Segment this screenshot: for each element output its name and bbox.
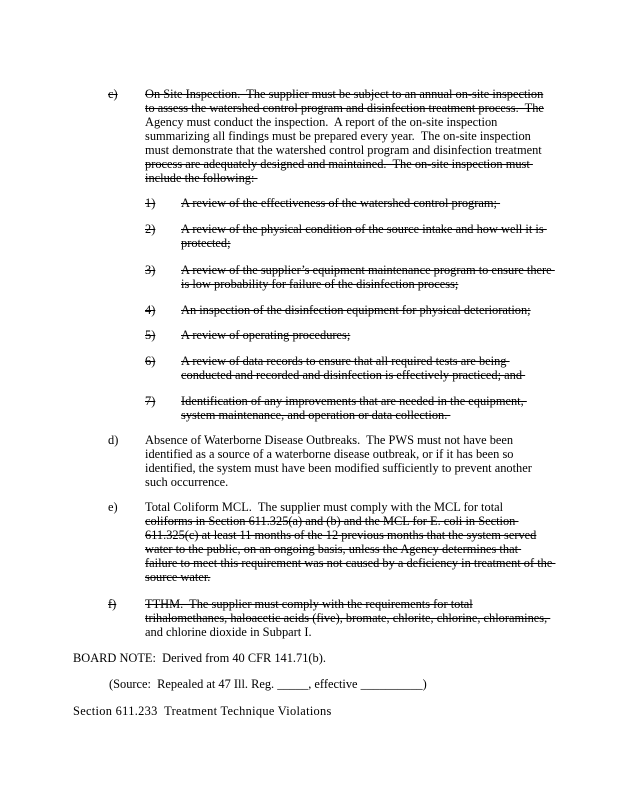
struck-text: to assess the watershed control program and disinfection treatment process. The [145,101,544,115]
paragraph-label: c) [108,87,118,101]
text: Agency must conduct the inspection. A report of the on-site inspection [145,115,498,129]
text-line [181,408,450,422]
text: identified as a source of a waterborne disease outbreak, or if it has been so [145,447,514,461]
text: identified, the system must have been modified sufficiently to prevent another [145,461,532,475]
struck-text: trihalomethanes, haloacetic acids (five), bromate, chlorite, chlorine, chloramines, [145,611,551,625]
struck-text: failure to meet this requirement was not caused by a deficiency in treatment of the [145,556,556,570]
text-line [181,394,527,408]
struck-text: A review of operating procedures; [181,328,351,342]
text-line [145,129,531,143]
text-line [145,625,312,639]
text-line [145,556,555,570]
text: and chlorine dioxide in Subpart I. [145,625,312,639]
text-line [145,143,542,157]
next-section-heading: Section 611.233 Treatment Technique Violations [73,704,332,718]
text-line [145,528,536,542]
text-line [145,542,521,556]
paragraph-label: 4) [145,303,156,317]
source-note: (Source: Repealed at 47 Ill. Reg. _____, effective __________) [109,677,427,691]
text: Total Coliform MCL. The supplier must comply with the MCL for total [145,500,504,514]
paragraph-label: 6) [145,354,156,368]
paragraph-label: 5) [145,328,156,342]
struck-text: 611.325(c) at least 11 months of the 12 previous months that the system served [145,528,537,542]
text-line [145,115,497,129]
text-line [181,328,350,342]
text-line [145,611,550,625]
text-line [181,236,231,250]
struck-text: include the following: [145,171,258,185]
struck-text: TTHM. The supplier must comply with the requirements for total [145,597,473,611]
paragraph-label: 7) [145,394,156,408]
struck-text: A review of the effectiveness of the watershed control program; [181,196,501,210]
text-line [145,447,513,461]
text-line [181,222,547,236]
paragraph-label: e) [108,500,118,514]
text: Absence of Waterborne Disease Outbreaks. The PWS must not have been [145,433,514,447]
text-line [145,570,210,584]
text-line [181,196,500,210]
text-line [145,171,258,185]
text-line [181,354,510,368]
struck-text: coliforms in Section 611.325(a) and (b) and the MCL for E. coli in Section [145,514,519,528]
board-note: BOARD NOTE: Derived from 40 CFR 141.71(b). [73,651,326,665]
text-line [145,461,532,475]
text-line [181,368,525,382]
struck-text: A review of data records to ensure that all required tests are being [181,354,510,368]
text-line [145,157,533,171]
struck-text: A review of the supplier’s equipment maintenance program to ensure there [181,263,555,277]
struck-text: source water. [145,570,211,584]
text: such occurrence. [145,475,229,489]
text-line [145,597,473,611]
paragraph-label: d) [108,433,119,447]
struck-text: A review of the physical condition of the source intake and how well it is [181,222,547,236]
struck-text: Identification of any improvements that are needed in the equipment, [181,394,527,408]
text: summarizing all findings must be prepared every year. The on-site inspection [145,129,531,143]
struck-text: system maintenance, and operation or data collection. [181,408,451,422]
text-line [145,475,228,489]
text-line [145,500,503,514]
text-line [145,87,543,101]
struck-text: water to the public, on an ongoing basis, unless the Agency determines that [145,542,522,556]
text-line [145,433,513,447]
paragraph-label: 1) [145,196,156,210]
struck-text: process are adequately designed and maintained. The on-site inspection must [145,157,533,171]
paragraph-label: 3) [145,263,156,277]
text: must demonstrate that the watershed control program and disinfection treatment [145,143,542,157]
text-line [181,263,555,277]
struck-text: On Site Inspection. The supplier must be subject to an annual on-site inspection [145,87,544,101]
text-line [145,101,544,115]
struck-text: protected; [181,236,231,250]
struck-text: An inspection of the disinfection equipment for physical deterioration; [181,303,531,317]
struck-text: is low probability for failure of the disinfection process; [181,277,459,291]
text-line [181,303,531,317]
struck-text: conducted and recorded and disinfection is effectively practiced; and [181,368,526,382]
text-line [145,514,518,528]
paragraph-label: 2) [145,222,156,236]
paragraph-label: f) [108,597,117,611]
text-line [181,277,458,291]
